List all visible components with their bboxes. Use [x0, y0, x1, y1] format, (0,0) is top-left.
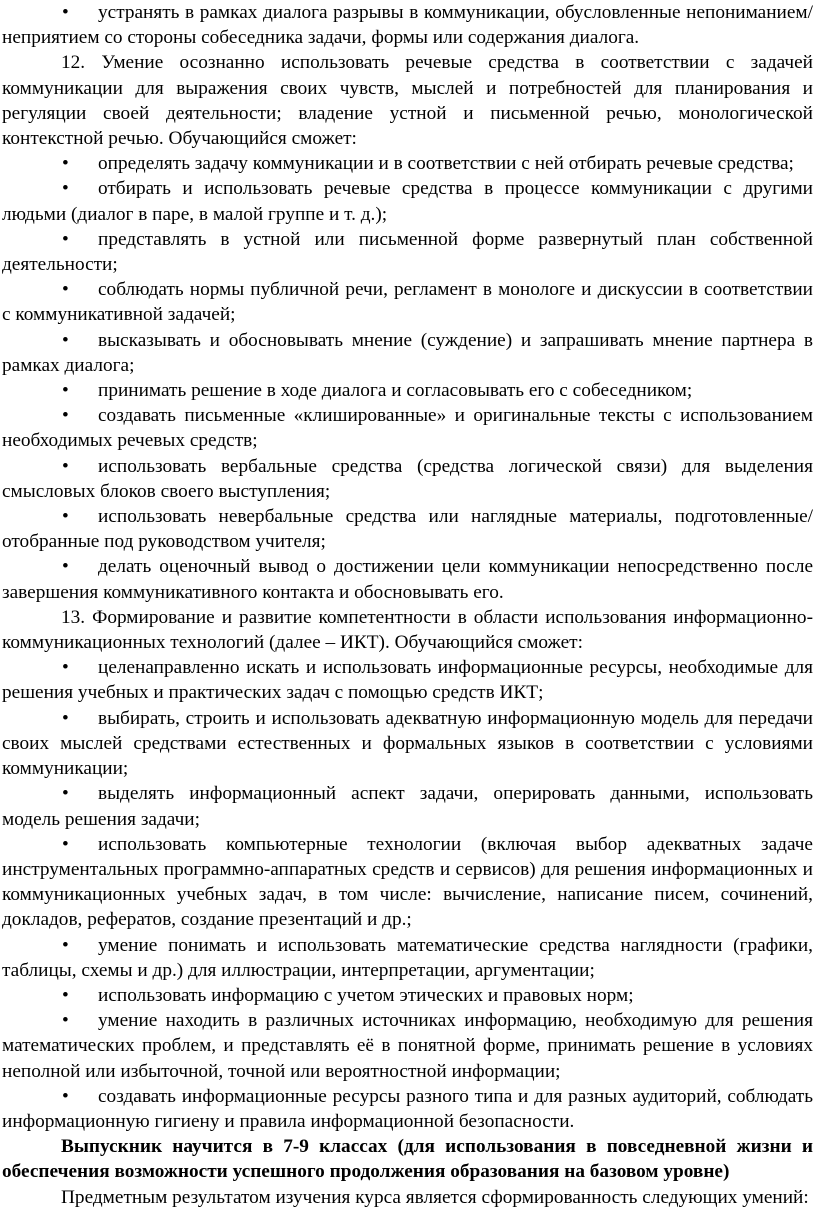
list-item: [2, 655, 813, 705]
list-item: [2, 277, 813, 327]
list-item-text: создавать письменные «клишированные» и оригинальные тексты с использованием необходимых речевых средств;: [2, 405, 813, 452]
list-item: [2, 378, 813, 403]
bullet-mark: •: [62, 833, 69, 855]
bullet-mark: •: [62, 455, 69, 477]
list-item: [2, 832, 813, 933]
bullet-mark: •: [62, 984, 69, 1006]
list-item-text: принимать решение в ходе диалога и согласовывать его с собеседником;: [98, 380, 693, 402]
list-item: [2, 504, 813, 554]
list-item-text: устранять в рамках диалога разрывы в коммуникации, обусловленные непониманием/неприятием со стороны собеседника задачи, формы или содержания диалога.: [2, 2, 813, 49]
list-item: [2, 454, 813, 504]
bullet-mark: •: [62, 178, 69, 200]
bullet-mark: •: [62, 1010, 69, 1032]
list-item-text: умение находить в различных источниках информацию, необходимую для решения математических проблем, и представлять её в понятной форме, принимать решение в условиях неполной или избыточной, точной или вероятностной информации;: [2, 1010, 813, 1082]
bullet-mark: •: [62, 279, 69, 301]
list-item: [2, 0, 813, 50]
list-item: [2, 1084, 813, 1134]
list-item-text: выбирать, строить и использовать адекватную информационную модель для передачи своих мыслей средствами естественных и формальных языков в соответствии с условиями коммуникации;: [2, 707, 813, 780]
bullet-mark: •: [62, 329, 69, 351]
bullet-mark: •: [62, 556, 69, 578]
bullet-mark: •: [62, 1085, 69, 1107]
bullet-mark: •: [62, 707, 69, 729]
list-item-text: использовать вербальные средства (средства логической связи) для выделения смысловых блоков своего выступления;: [2, 455, 813, 502]
numbered-paragraph-12: 12. Умение осознанно использовать речевые средства в соответствии с задачей коммуникации для выражения своих чувств, мыслей и потребностей для планирования и регуляции своей деятельности; владение устной и письменной речью, монологической контекстной речью. Обучающийся сможет:: [2, 52, 813, 150]
list-item-text: отбирать и использовать речевые средства в процессе коммуникации с другими людьми (диалог в паре, в малой группе и т. д.);: [2, 178, 813, 225]
list-item: [2, 554, 813, 604]
list-item: [2, 933, 813, 983]
bullet-mark: •: [62, 228, 69, 250]
list-item: [2, 403, 813, 453]
list-item-text: делать оценочный вывод о достижении цели коммуникации непосредственно после завершения коммуникативного контакта и обосновывать его.: [2, 556, 813, 603]
list-item-text: высказывать и обосновывать мнение (суждение) и запрашивать мнение партнера в рамках диалога;: [2, 329, 813, 376]
list-item-text: создавать информационные ресурсы разного типа и для разных аудиторий, соблюдать информационную гигиену и правила информационной безопасности.: [2, 1085, 813, 1132]
section-heading: Выпускник научится в 7-9 классах (для использования в повседневной жизни и обеспечения возможности успешного продолжения образования на базовом уровне): [2, 1136, 813, 1183]
list-item: [2, 1008, 813, 1084]
list-item-text: умение понимать и использовать математические средства наглядности (графики, таблицы, схемы и др.) для иллюстрации, интерпретации, аргументации;: [2, 934, 813, 981]
bullet-mark: •: [62, 153, 69, 175]
numbered-paragraph-13: 13. Формирование и развитие компетентности в области использования информационно-коммуникационных технологий (далее – ИКТ). Обучающийся сможет:: [2, 606, 813, 654]
list-item-text: представлять в устной или письменной форме развернутый план собственной деятельности;: [2, 228, 813, 276]
list-item: [2, 227, 813, 277]
list-item: [2, 781, 813, 831]
list-item-text: использовать информацию с учетом этических и правовых норм;: [98, 984, 634, 1006]
list-item: [2, 151, 813, 176]
list-item: [2, 983, 813, 1008]
bullet-mark: •: [62, 783, 69, 805]
item12-list: [2, 151, 813, 605]
list-item-text: определять задачу коммуникации и в соответствии с ней отбирать речевые средства;: [98, 153, 794, 175]
bullet-mark: •: [62, 380, 69, 402]
list-item: [2, 176, 813, 226]
list-item: [2, 706, 813, 782]
closing-paragraph: Предметным результатом изучения курса является сформированность следующих умений:: [61, 1186, 809, 1208]
list-item-text: целенаправленно искать и использовать информационные ресурсы, необходимые для решения учебных и практических задач с помощью средств ИКТ;: [2, 657, 813, 704]
bullet-mark: •: [62, 506, 69, 528]
bullet-mark: •: [62, 405, 69, 427]
bullet-mark: •: [62, 934, 69, 956]
list-item-text: использовать невербальные средства или наглядные материалы, подготовленные/отобранные под руководством учителя;: [2, 506, 813, 553]
list-item-text: использовать компьютерные технологии (включая выбор адекватных задаче инструментальных программно-аппаратных средств и сервисов) для решения информационных и коммуникационных учебных задач, в том числе: вычисление, написание писем, сочинений, докладов, рефератов, создание презентаций и др.;: [2, 833, 813, 931]
list-item-text: соблюдать нормы публичной речи, регламент в монологе и дискуссии в соответствии с коммуникативной задачей;: [2, 279, 813, 326]
item13-list: [2, 655, 813, 1134]
list-item-text: выделять информационный аспект задачи, оперировать данными, использовать модель решения задачи;: [2, 783, 813, 830]
bullet-mark: •: [62, 657, 69, 679]
list-item: [2, 328, 813, 378]
bullet-mark: •: [62, 2, 69, 23]
